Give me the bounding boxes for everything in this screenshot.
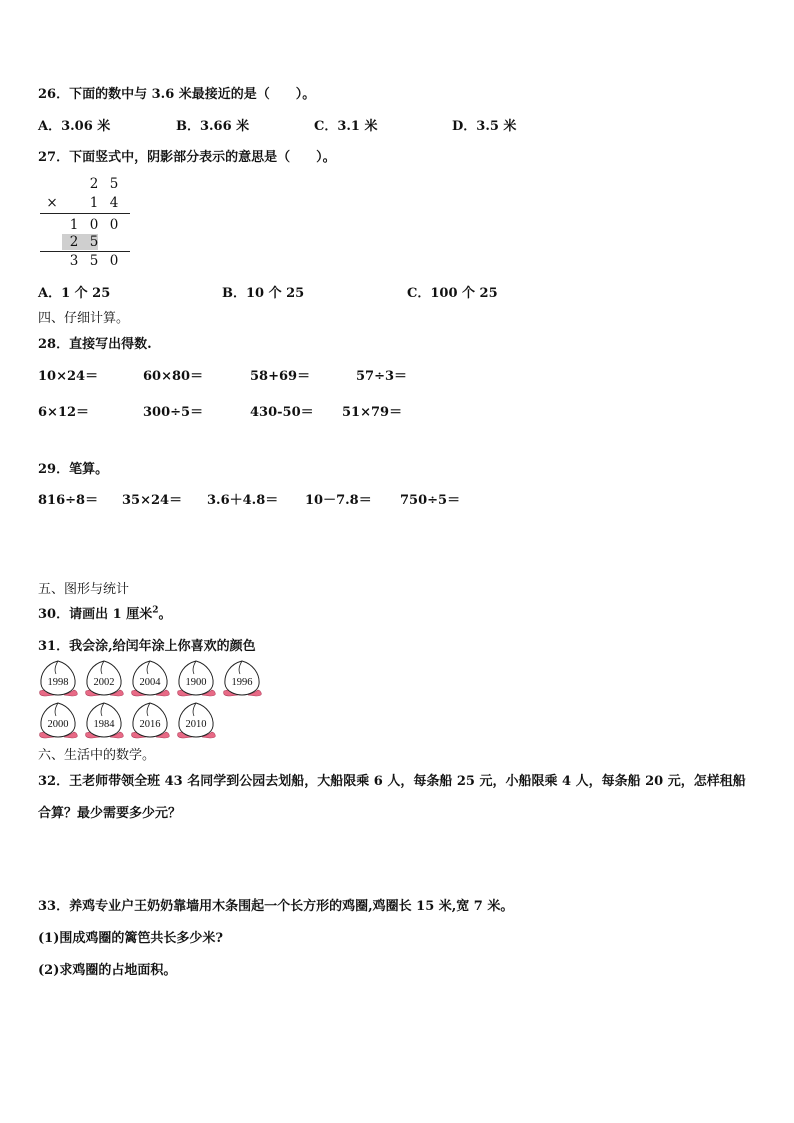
peach-year-badge[interactable] <box>174 700 220 740</box>
peach-year-badge[interactable] <box>128 700 174 740</box>
q27-option-b: B．10 个 25 <box>222 286 305 301</box>
digit: 5 <box>109 176 119 192</box>
peach-year-label: 1998 <box>47 677 69 688</box>
section-4-title: 四、仔细计算。 <box>38 311 130 326</box>
digit: 2 <box>89 176 99 192</box>
section-5-title: 五、图形与统计 <box>38 582 130 597</box>
peach-year-label: 2000 <box>47 719 69 730</box>
q30-tail: 。 <box>158 607 172 622</box>
digit: 0 <box>89 217 99 233</box>
digit: 0 <box>109 217 119 233</box>
q29-item: 10－7.8＝ <box>305 493 372 508</box>
q26-option-a: A．3.06 米 <box>38 119 111 134</box>
digit: 1 <box>89 195 99 211</box>
digit: 5 <box>89 234 99 250</box>
peach-year-label: 2004 <box>139 677 161 688</box>
q26-option-b: B．3.66 米 <box>176 119 250 134</box>
section-6-title: 六、生活中的数学。 <box>38 748 156 763</box>
peach-year-badge[interactable] <box>36 658 82 698</box>
peach-year-badge[interactable] <box>36 700 82 740</box>
q29-item: 35×24＝ <box>122 493 183 508</box>
digit: 4 <box>109 195 119 211</box>
q28-item: 58+69＝ <box>250 369 311 384</box>
q28-item: 300÷5＝ <box>143 405 204 420</box>
mult-row-5 <box>38 253 133 269</box>
peach-year-label: 1900 <box>185 677 207 688</box>
vertical-multiplication <box>38 176 133 272</box>
mult-rule-2 <box>40 251 130 252</box>
peach-year-label: 2002 <box>93 677 115 688</box>
peach-year-badge[interactable] <box>82 700 128 740</box>
q28-item: 57÷3＝ <box>356 369 408 384</box>
q30-text: 30．请画出 1 厘米 <box>38 607 153 622</box>
peach-year-label: 1984 <box>93 719 115 730</box>
peach-year-label: 2016 <box>139 719 161 730</box>
q28-item: 60×80＝ <box>143 369 204 384</box>
q33-sub-1: (1)围成鸡圈的篱笆共长多少米? <box>38 931 223 946</box>
q31-question: 31．我会涂,给闰年涂上你喜欢的颜色 <box>38 639 256 654</box>
times-sign: × <box>46 195 58 211</box>
q30-superscript: 2 <box>152 605 159 616</box>
q27-question: 27．下面竖式中，阴影部分表示的意思是（ ）。 <box>38 150 336 165</box>
mult-row-4 <box>38 234 133 250</box>
q28-item: 51×79＝ <box>342 405 403 420</box>
q27-option-a: A．1 个 25 <box>38 286 111 301</box>
q29-item: 750÷5＝ <box>400 493 461 508</box>
digit: 5 <box>89 253 99 269</box>
q29-question: 29．笔算。 <box>38 462 109 477</box>
q29-item: 3.6＋4.8＝ <box>207 493 279 508</box>
q33-line-1: 33．养鸡专业户王奶奶靠墙用木条围起一个长方形的鸡圈,鸡圈长 15 米,宽 7 米。 <box>38 899 514 914</box>
mult-row-1 <box>38 176 133 192</box>
q28-item: 6×12＝ <box>38 405 90 420</box>
q28-question: 28．直接写出得数. <box>38 337 152 352</box>
peach-year-badge[interactable] <box>128 658 174 698</box>
q28-item: 10×24＝ <box>38 369 99 384</box>
digit: 0 <box>109 253 119 269</box>
digit: 2 <box>69 234 79 250</box>
q26-option-c: C．3.1 米 <box>314 119 378 134</box>
q30-question <box>38 603 171 622</box>
mult-row-2 <box>38 195 133 211</box>
digit: 3 <box>69 253 79 269</box>
digit: 1 <box>69 217 79 233</box>
peach-year-badge[interactable] <box>82 658 128 698</box>
q32-line-2: 合算？最少需要多少元？ <box>38 806 182 821</box>
peach-year-badge[interactable] <box>220 658 266 698</box>
q32-line-1: 32．王老师带领全班 43 名同学到公园去划船，大船限乘 6 人，每条船 25 元，小船限乘 4 人，每条船 20 元，怎样租船 <box>38 774 746 789</box>
peach-year-label: 1996 <box>231 677 253 688</box>
q29-item: 816÷8＝ <box>38 493 99 508</box>
q27-option-c: C．100 个 25 <box>407 286 498 301</box>
peach-year-label: 2010 <box>185 719 207 730</box>
q26-question: 26．下面的数中与 3.6 米最接近的是（ ）。 <box>38 87 316 102</box>
mult-rule-1 <box>40 213 130 214</box>
q26-option-d: D．3.5 米 <box>452 119 517 134</box>
mult-row-3 <box>38 217 133 233</box>
q33-sub-2: (2)求鸡圈的占地面积。 <box>38 963 177 978</box>
q28-item: 430-50＝ <box>250 405 314 420</box>
peach-year-badge[interactable] <box>174 658 220 698</box>
